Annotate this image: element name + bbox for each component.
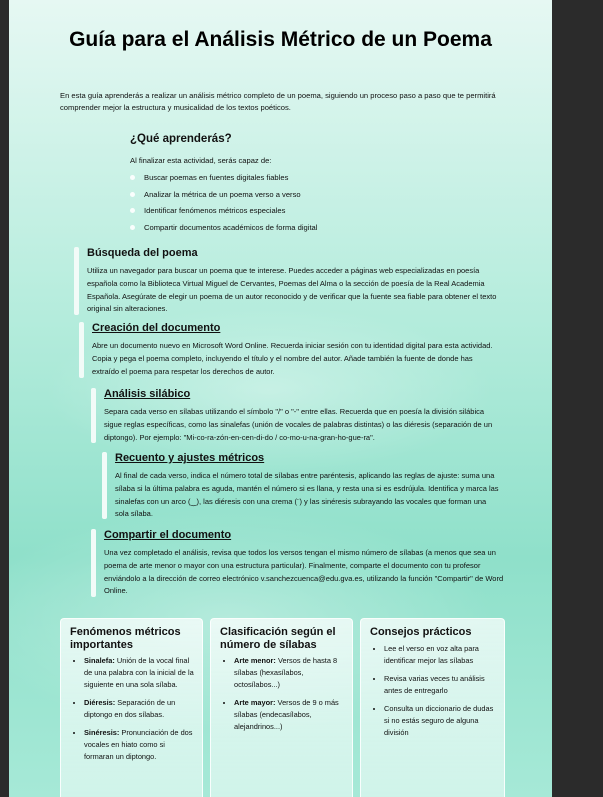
step-text: Separa cada verso en sílabas utilizando el símbolo "/" o "-" entre ellas. Recuerda que en poesía la división silábica sigue reglas específicas, como las sinalefas (unión de vocales de palabras distintas) o las diéresis (separación de un diptongo). Por ejemplo: "Mi-co-ra-zón-en-cen-di-do / co-mo-u-na-gran-ho-gue-ra". — [104, 407, 493, 442]
card-fenomenos — [60, 618, 203, 797]
step-compartir — [91, 529, 508, 597]
card-item — [384, 673, 498, 697]
document-page — [9, 0, 552, 797]
learn-list — [130, 172, 317, 238]
card-term: Sinéresis: — [84, 728, 120, 737]
card-item — [384, 643, 498, 667]
step-accent-bar — [102, 452, 107, 519]
card-item — [84, 727, 196, 763]
card-title: Fenómenos métricos importantes — [70, 626, 181, 651]
step-text: Al final de cada verso, indica el número total de sílabas entre paréntesis, aplicando las reglas de ajuste: suma una sílaba si la última palabra es aguda, mantén el número si es llana, y resta una si es esdrújula. Identifica y marca las sinalefas con un arco (‿), las diéresis con una crema (¨) y las sinéresis subrayando las vocales que forman una sola sílaba. — [115, 471, 499, 519]
intro-paragraph: En esta guía aprenderás a realizar un análisis métrico completo de un poema, siguiendo un proceso paso a paso que te permitirá comprender mejor la estructura y musicalidad de los textos poéticos. — [60, 91, 496, 112]
card-term: Sinalefa: — [84, 656, 115, 665]
step-title: Recuento y ajustes métricos — [115, 452, 265, 464]
card-item — [234, 697, 346, 733]
card-item — [84, 697, 196, 721]
step-title: Compartir el documento — [104, 529, 232, 541]
learn-intro: Al finalizar esta actividad, serás capaz de: — [130, 156, 272, 165]
step-recuento — [102, 452, 502, 519]
step-title: Búsqueda del poema — [87, 247, 198, 259]
step-text: Una vez completado el análisis, revisa que todos los versos tengan el mismo número de sílabas (a menos que sea un poema de arte menor o mayor con una estructura particular). Finalmente, comparte el documento con tu profesor enviándolo a la dirección de correo electrónico v.sanchezcuenca@edu.gva.es, utilizando la función "Compartir" de Word Online. — [104, 548, 504, 596]
card-clasificacion — [210, 618, 353, 797]
page-title: Guía para el Análisis Métrico de un Poema — [69, 28, 492, 51]
card-text: Revisa varias veces tu análisis antes de entregarlo — [384, 673, 485, 695]
step-creacion — [79, 322, 500, 378]
card-text: Separación de un diptongo en dos sílabas. — [84, 698, 176, 719]
step-accent-bar — [91, 529, 96, 597]
learn-item: Compartir documentos académicos de forma digital — [130, 222, 317, 239]
step-text: Abre un documento nuevo en Microsoft Word Online. Recuerda iniciar sesión con tu identidad digital para esta actividad. Copia y pega el poema completo, incluyendo el título y el nombre del autor. Añade también la fuente de donde has extraído el poema para respetar los derechos de autor. — [92, 341, 493, 376]
card-term: Arte menor: — [234, 656, 276, 665]
learn-item: Buscar poemas en fuentes digitales fiables — [130, 172, 317, 189]
step-accent-bar — [91, 388, 96, 443]
card-title: Clasificación según el número de sílabas — [220, 626, 336, 651]
step-title: Creación del documento — [92, 322, 221, 334]
card-text: Consulta un diccionario de dudas si no estás seguro de alguna división — [384, 703, 494, 737]
card-list — [211, 655, 352, 733]
card-text: Lee el verso en voz alta para identificar mejor las sílabas — [384, 643, 479, 665]
card-item — [234, 655, 346, 691]
step-title: Análisis silábico — [104, 388, 191, 400]
card-item — [84, 655, 196, 691]
step-analisis — [91, 388, 502, 443]
card-text: Versos de hasta 8 sílabas (hexasílabos, octosílabos...) — [234, 656, 338, 689]
card-consejos — [360, 618, 505, 797]
step-text: Utiliza un navegador para buscar un poema que te interese. Puedes acceder a páginas web especializadas en poesía española como la Biblioteca Virtual Miguel de Cervantes, Poemas del Alma o la sección de poesía de la Real Academia Española. Asegúrate de elegir un poema de un autor reconocido y de verificar que la fuente sea fiable para obtener el texto original sin alteraciones. — [87, 266, 497, 314]
card-list — [61, 655, 202, 763]
card-title: Consejos prácticos — [370, 626, 472, 638]
learn-item: Identificar fenómenos métricos especiales — [130, 205, 317, 222]
learn-heading: ¿Qué aprenderás? — [130, 133, 232, 145]
learn-item: Analizar la métrica de un poema verso a verso — [130, 189, 317, 206]
step-accent-bar — [79, 322, 84, 378]
step-accent-bar — [74, 247, 79, 315]
card-text: Versos de 9 o más sílabas (endecasílabos, alejandrinos...) — [234, 698, 339, 731]
card-item — [384, 703, 498, 739]
card-term: Arte mayor: — [234, 698, 276, 707]
card-list — [361, 643, 504, 739]
step-busqueda — [74, 247, 506, 315]
card-text: Pronunciación de dos vocales en hiato como si formaran un diptongo. — [84, 728, 193, 761]
card-text: Unión de la vocal final de una palabra con la inicial de la siguiente en una sola sílaba. — [84, 656, 194, 689]
card-term: Diéresis: — [84, 698, 116, 707]
